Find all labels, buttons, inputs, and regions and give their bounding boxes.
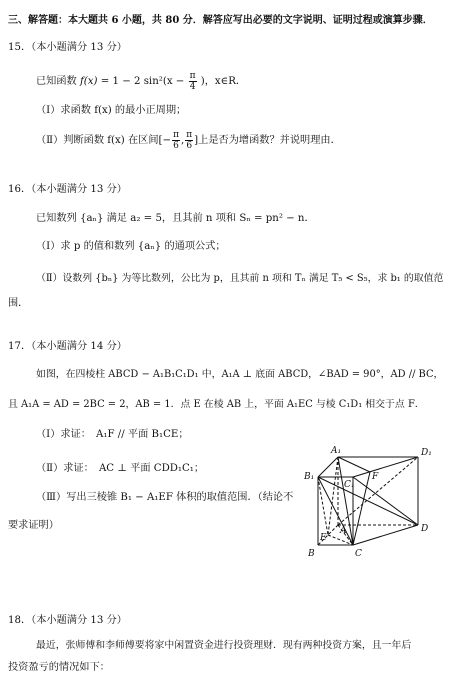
label-D: D [421,524,429,534]
label-F: F [372,472,379,482]
q18-stem-line2: 投资盈亏的情况如下： [8,662,110,673]
label-C: C [355,549,362,559]
q16-part2-line2: 围． [8,298,29,309]
label-B: B [308,549,315,559]
q15-part2-suffix: ]上是否为增函数？并说明理由． [194,135,341,146]
edge-C-D [353,525,418,545]
q17-part1: （Ⅰ）求证： A₁F // 平面 B₁CE； [36,429,189,440]
q15-comma: , [181,135,185,146]
label-D1: D₁ [421,448,432,458]
q15-pi-over-6-a [172,130,180,151]
q15-pi-over-4 [189,71,197,92]
q17-header: 17．（本小题满分 14 分） [8,341,127,352]
q15-stem-fx: f(x) [80,76,98,87]
q17-stem-line1: 如图，在四棱柱 ABCD − A₁B₁C₁D₁ 中，A₁A ⊥ 底面 ABCD，∠BAD = 90°，AD // BC， [36,369,444,380]
q17-stem-line2: 且 A₁A = AD = 2BC = 2，AB = 1．点 E 在棱 AB 上，平面 A₁EC 与棱 C₁D₁ 相交于点 F． [8,399,425,410]
edge-C1-D1 [353,457,418,477]
label-A1: A₁ [331,446,342,456]
q16-stem: 已知数列 {aₙ} 满足 a₂ = 5，且其前 n 项和 Sₙ = pn² − n． [36,213,315,224]
line-A1-E-hidden [328,457,338,535]
q18-header: 18．（本小题满分 13 分） [8,615,127,626]
q15-part2-prefix: （Ⅱ）判断函数 f(x) 在区间[− [36,135,172,146]
section-title: 三、解答题：本大题共 6 小题，共 80 分．解答应写出必要的文字说明、证明过程或演算步骤． [8,15,433,26]
q15-six-b: 6 [186,140,193,151]
q15-pi-b: π [186,129,193,140]
q15-four: 4 [189,81,196,92]
q17-part3-line1: （Ⅲ）写出三棱锥 B₁ − A₁EF 体积的取值范围．（结论不 [36,492,294,503]
label-B1: B₁ [304,472,315,482]
label-E: E [320,533,327,543]
label-A: A [340,526,347,536]
q15-pi-over-6-b [185,130,193,151]
line-B1-D [318,477,418,525]
line-A-D1-hidden [338,457,418,525]
q17-part3-line2: 要求证明） [8,520,59,531]
q16-part1: （Ⅰ）求 p 的值和数列 {aₙ} 的通项公式； [36,241,226,252]
q16-part2-line1: （Ⅱ）设数列 {bₙ} 为等比数列，公比为 p，且其前 n 项和 Tₙ 满足 T₅ < S₅，求 b₁ 的取值范 [36,273,444,284]
q15-part2 [36,128,341,154]
q15-stem-prefix: 已知函数 [36,76,77,87]
q15-stem-suffix: )，x∈R． [200,76,247,87]
q15-stem-eq: = 1 − 2 sin²(x − [100,76,185,87]
q15-pi: π [189,70,196,81]
q15-pi-a: π [173,129,179,140]
q18-stem-line1: 最近，张师傅和李师傅要将家中闲置资金进行投资理财．现有两种投资方案，且一年后 [36,640,412,651]
edge-A1-B1 [318,457,338,477]
q15-stem [36,69,246,95]
line-E-C-hidden [328,535,353,545]
q15-header: 15．（本小题满分 13 分） [8,42,127,53]
q15-part1: （Ⅰ）求函数 f(x) 的最小正周期； [36,105,187,116]
q16-header: 16．（本小题满分 13 分） [8,184,127,195]
line-A1-F [338,457,370,472]
q15-six-a: 6 [173,140,179,151]
prism-figure [300,443,440,563]
q17-part2: （Ⅱ）求证： AC ⊥ 平面 CDD₁C₁； [36,463,205,474]
label-C1: C₁ [344,480,355,490]
